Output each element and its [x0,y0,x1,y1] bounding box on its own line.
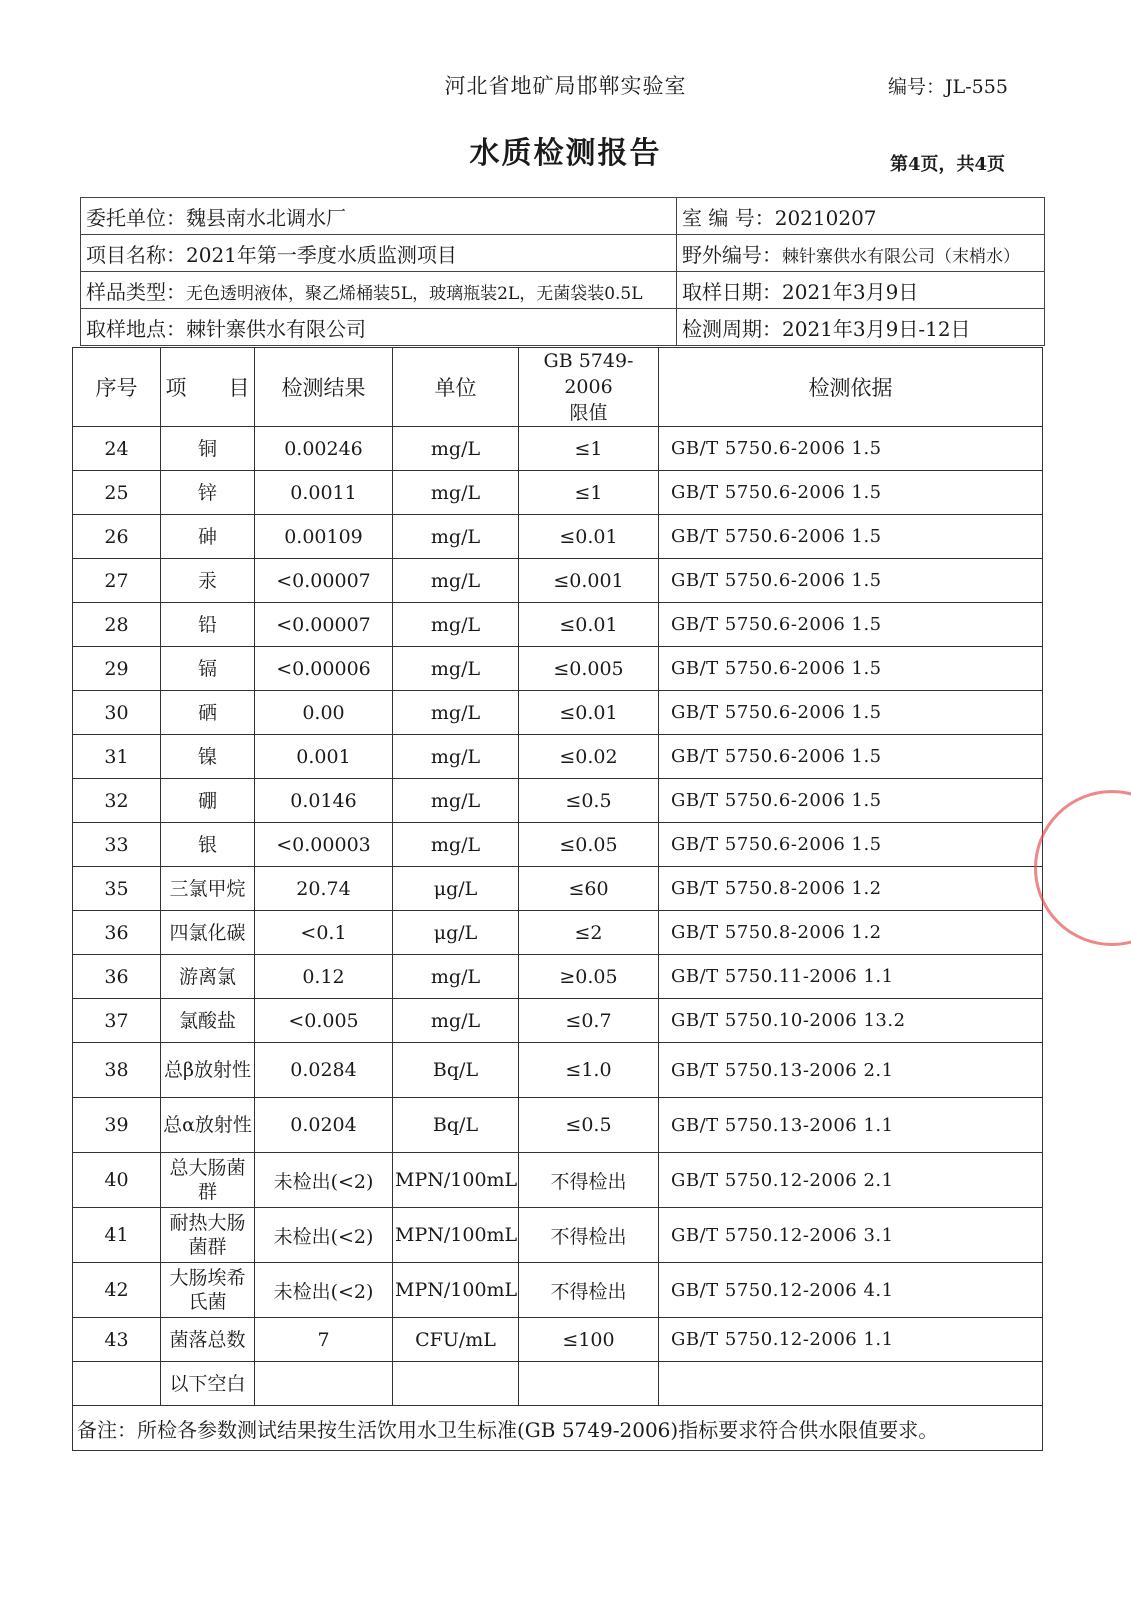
cell-result: 0.12 [255,955,393,999]
table-row [73,1263,1043,1318]
cell-result: <0.00007 [255,603,393,647]
project-cell [81,235,677,272]
cell-seq: 25 [73,471,161,515]
header-unit: 单位 [393,348,519,427]
cell-unit: MPN/100mL [393,1153,519,1208]
header-seq: 序号 [73,348,161,427]
cell-seq [73,1362,161,1406]
table-row [73,559,1043,603]
header-standard-limit [519,348,659,427]
cell-item: 锌 [161,471,255,515]
cell-limit: ≤0.01 [519,515,659,559]
location-value: 棘针寨供水有限公司 [186,316,366,341]
project-value: 2021年第一季度水质监测项目 [186,242,457,267]
cell-basis: GB/T 5750.6-2006 1.5 [659,603,1043,647]
cell-seq: 43 [73,1318,161,1362]
sample-date-label: 取样日期： [682,279,782,304]
cell-limit: ≤1 [519,471,659,515]
cell-limit: ≤0.005 [519,647,659,691]
cell-unit: Bq/L [393,1098,519,1153]
field-cell [677,235,1045,272]
cell-limit: ≤0.02 [519,735,659,779]
cell-basis: GB/T 5750.8-2006 1.2 [659,867,1043,911]
field-label: 野外编号： [682,242,782,267]
table-row [73,427,1043,471]
cell-basis: GB/T 5750.13-2006 2.1 [659,1043,1043,1098]
cell-item: 三氯甲烷 [161,867,255,911]
cell-unit: mg/L [393,735,519,779]
cell-limit: ≤60 [519,867,659,911]
cell-seq: 38 [73,1043,161,1098]
lab-name: 河北省地矿局邯郸实验室 [444,74,687,98]
cell-result: 0.0011 [255,471,393,515]
cell-basis: GB/T 5750.12-2006 2.1 [659,1153,1043,1208]
cell-result: 0.0284 [255,1043,393,1098]
cell-seq: 24 [73,427,161,471]
table-row [73,1043,1043,1098]
cell-basis: GB/T 5750.11-2006 1.1 [659,955,1043,999]
cell-item: 硒 [161,691,255,735]
cell-basis [659,1362,1043,1406]
cell-item: 银 [161,823,255,867]
cell-result: 0.00109 [255,515,393,559]
cell-item: 镍 [161,735,255,779]
info-table [80,197,1045,346]
cell-seq: 36 [73,911,161,955]
cell-item: 砷 [161,515,255,559]
cell-seq: 27 [73,559,161,603]
period-cell [677,309,1045,346]
cell-result [255,1362,393,1406]
table-row [73,1362,1043,1406]
cell-basis: GB/T 5750.6-2006 1.5 [659,691,1043,735]
sample-date-cell [677,272,1045,309]
client-label: 委托单位： [86,205,186,230]
cell-item: 汞 [161,559,255,603]
cell-basis: GB/T 5750.6-2006 1.5 [659,427,1043,471]
cell-item: 铅 [161,603,255,647]
cell-result: 未检出(<2) [255,1263,393,1318]
cell-basis: GB/T 5750.12-2006 1.1 [659,1318,1043,1362]
cell-basis: GB/T 5750.6-2006 1.5 [659,823,1043,867]
cell-item: 总α放射性 [161,1098,255,1153]
cell-item: 硼 [161,779,255,823]
cell-item: 铜 [161,427,255,471]
cell-basis: GB/T 5750.6-2006 1.5 [659,647,1043,691]
table-row [73,1153,1043,1208]
cell-unit: mg/L [393,691,519,735]
cell-result: 20.74 [255,867,393,911]
cell-unit: mg/L [393,603,519,647]
cell-item: 氯酸盐 [161,999,255,1043]
cell-seq: 32 [73,779,161,823]
client-cell [81,198,677,235]
table-row [73,999,1043,1043]
cell-item: 总大肠菌群 [161,1153,255,1208]
cell-limit [519,1362,659,1406]
cell-limit: ≤0.5 [519,1098,659,1153]
cell-limit: ≤1 [519,427,659,471]
cell-seq: 37 [73,999,161,1043]
table-row [73,1208,1043,1263]
sample-date-value: 2021年3月9日 [782,279,919,304]
cell-basis: GB/T 5750.6-2006 1.5 [659,515,1043,559]
cell-limit: ≤0.01 [519,603,659,647]
cell-limit: 不得检出 [519,1208,659,1263]
cell-limit: ≤0.7 [519,999,659,1043]
cell-result: 7 [255,1318,393,1362]
cell-basis: GB/T 5750.10-2006 13.2 [659,999,1043,1043]
table-row [73,647,1043,691]
cell-seq: 28 [73,603,161,647]
sample-type-label: 样品类型： [86,279,186,304]
table-row [73,867,1043,911]
cell-basis: GB/T 5750.6-2006 1.5 [659,471,1043,515]
cell-unit: mg/L [393,823,519,867]
table-row [73,471,1043,515]
cell-basis: GB/T 5750.12-2006 4.1 [659,1263,1043,1318]
cell-item: 总β放射性 [161,1043,255,1098]
period-value: 2021年3月9日-12日 [782,316,971,341]
report-title: 水质检测报告 [469,136,662,171]
cell-seq: 36 [73,955,161,999]
header-std-line2: 限值 [569,402,608,424]
cell-basis: GB/T 5750.6-2006 1.5 [659,779,1043,823]
cell-item: 游离氯 [161,955,255,999]
cell-limit: ≥0.05 [519,955,659,999]
cell-limit: ≤100 [519,1318,659,1362]
results-body [73,427,1043,1406]
cell-unit: μg/L [393,911,519,955]
table-row [73,603,1043,647]
location-cell [81,309,677,346]
cell-result: 未检出(<2) [255,1153,393,1208]
cell-unit: mg/L [393,955,519,999]
cell-unit: mg/L [393,779,519,823]
table-row [73,779,1043,823]
results-table [72,347,1043,1451]
cell-unit: CFU/mL [393,1318,519,1362]
cell-seq: 30 [73,691,161,735]
table-row [73,955,1043,999]
period-label: 检测周期： [682,316,782,341]
cell-unit: mg/L [393,559,519,603]
table-row [73,1318,1043,1362]
client-value: 魏县南水北调水厂 [186,205,346,230]
header-result: 检测结果 [255,348,393,427]
cell-seq: 26 [73,515,161,559]
cell-seq: 35 [73,867,161,911]
cell-limit: 不得检出 [519,1263,659,1318]
cell-unit: Bq/L [393,1043,519,1098]
cell-seq: 33 [73,823,161,867]
cell-item: 镉 [161,647,255,691]
cell-item: 菌落总数 [161,1318,255,1362]
cell-unit: MPN/100mL [393,1263,519,1318]
table-row [73,691,1043,735]
cell-limit: ≤0.001 [519,559,659,603]
cell-seq: 40 [73,1153,161,1208]
cell-result: 0.00 [255,691,393,735]
cell-limit: ≤0.01 [519,691,659,735]
cell-unit: μg/L [393,867,519,911]
project-label: 项目名称： [86,242,186,267]
cell-basis: GB/T 5750.13-2006 1.1 [659,1098,1043,1153]
cell-seq: 31 [73,735,161,779]
cell-basis: GB/T 5750.8-2006 1.2 [659,911,1043,955]
cell-item: 四氯化碳 [161,911,255,955]
cell-result: <0.005 [255,999,393,1043]
cell-seq: 42 [73,1263,161,1318]
cell-result: 0.0204 [255,1098,393,1153]
sample-type-value: 无色透明液体，聚乙烯桶装5L，玻璃瓶装2L，无菌袋装0.5L [186,283,643,304]
header-std-line1: GB 5749-2006 [543,350,634,398]
cell-unit: mg/L [393,515,519,559]
room-label: 室 编 号： [682,205,775,230]
cell-result: <0.00003 [255,823,393,867]
cell-seq: 29 [73,647,161,691]
seal-stamp [1034,790,1131,946]
cell-item: 以下空白 [161,1362,255,1406]
header-basis: 检测依据 [659,348,1043,427]
cell-unit: mg/L [393,999,519,1043]
room-value: 20210207 [774,205,877,230]
cell-limit: 不得检出 [519,1153,659,1208]
cell-limit: ≤0.05 [519,823,659,867]
cell-item: 大肠埃希氏菌 [161,1263,255,1318]
cell-basis: GB/T 5750.6-2006 1.5 [659,559,1043,603]
cell-basis: GB/T 5750.12-2006 3.1 [659,1208,1043,1263]
table-row [73,515,1043,559]
cell-result: 未检出(<2) [255,1208,393,1263]
cell-result: <0.1 [255,911,393,955]
cell-result: <0.00007 [255,559,393,603]
cell-result: 0.00246 [255,427,393,471]
table-row [73,823,1043,867]
cell-unit: mg/L [393,471,519,515]
cell-limit: ≤1.0 [519,1043,659,1098]
table-row [73,735,1043,779]
cell-basis: GB/T 5750.6-2006 1.5 [659,735,1043,779]
cell-limit: ≤2 [519,911,659,955]
header-item: 项 目 [161,348,255,427]
cell-item: 耐热大肠菌群 [161,1208,255,1263]
cell-seq: 39 [73,1098,161,1153]
cell-result: <0.00006 [255,647,393,691]
cell-seq: 41 [73,1208,161,1263]
cell-result: 0.001 [255,735,393,779]
cell-unit: mg/L [393,427,519,471]
field-value: 棘针寨供水有限公司（末梢水） [782,246,1020,267]
cell-limit: ≤0.5 [519,779,659,823]
room-cell [677,198,1045,235]
table-note: 备注：所检各参数测试结果按生活饮用水卫生标准(GB 5749-2006)指标要求符合供水限值要求。 [73,1406,1043,1451]
report-code: 编号：JL-555 [888,76,1008,98]
cell-unit: MPN/100mL [393,1208,519,1263]
cell-result: 0.0146 [255,779,393,823]
sample-type-cell [81,272,677,309]
page-info: 第4页，共4页 [890,154,1006,175]
location-label: 取样地点： [86,316,186,341]
cell-unit: mg/L [393,647,519,691]
table-row [73,1098,1043,1153]
cell-unit [393,1362,519,1406]
table-row [73,911,1043,955]
